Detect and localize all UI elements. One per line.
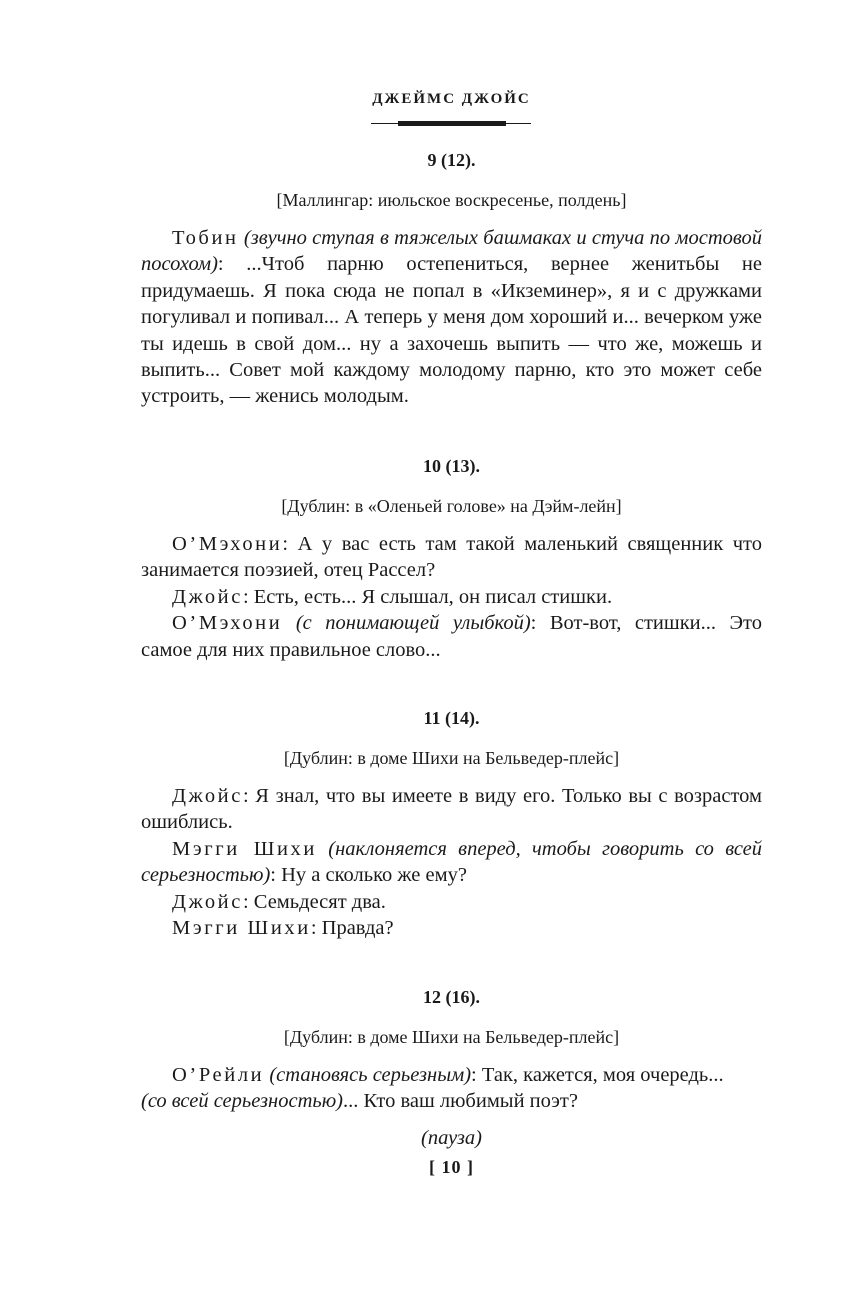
stage-direction: (звучно ступая в тяжелых башмаках и стуча по мостовой посохом): [141, 227, 763, 276]
scene-10: [141, 453, 762, 663]
stage-direction: (со всей серьезностью): [141, 1090, 343, 1113]
scene-setting: [Дублин: в доме Шихи на Бельведер-плейс]: [283, 748, 620, 768]
header-rule-thick: [398, 121, 506, 126]
speaker-name: Мэгги Шихи: [172, 917, 311, 940]
scene-number: 12 (16).: [423, 987, 480, 1007]
scene-dialogue: [141, 225, 762, 410]
speech-text: ... Кто ваш любимый поэт?: [343, 1090, 578, 1113]
stage-pause: (пауза): [421, 1126, 482, 1149]
speech-text: : Я знал, что вы имеете в виду его. Только вы с возрастом ошиблись.: [141, 785, 762, 834]
speaker-name: Тобин: [172, 227, 239, 249]
stage-direction: (наклоняется вперед, чтобы говорить со всей серьезностью): [141, 837, 763, 887]
dialogue-line: [141, 1062, 762, 1115]
scene-dialogue: [141, 783, 762, 941]
speech-text: : Правда?: [310, 917, 394, 940]
scene-12: [141, 984, 762, 1151]
speaker-name: Джойс: [172, 585, 243, 608]
page-number: [ 10 ]: [429, 1157, 474, 1177]
dialogue-line: [141, 531, 762, 584]
speaker-name: О’Мэхони: [172, 533, 283, 555]
stage-direction: (с понимающей улыбкой): [295, 612, 531, 635]
scene-setting: [Дублин: в «Оленьей голове» на Дэйм-лейн]: [281, 496, 622, 516]
speech-text: : Семьдесят два.: [242, 890, 386, 913]
speech-text: : ...Чтоб парню остепениться, вернее женитьбы не придумаешь. Я пока сюда не попал в «Икземинер», я и с дружками погуливал и попивал... А теперь у меня дом хороший и... вечерком уже ты идешь в свой дом... ну а захочешь выпить — что же, можешь и выпить... Совет мой каждому молодому парню, кто это может себе устроить, — женись молодым.: [141, 253, 762, 408]
scene-9: [141, 147, 762, 410]
speech-text: : Есть, есть... Я слышал, он писал стишки.: [242, 585, 613, 608]
speech-text: : Вот-вот, стишки... Это самое для них правильное слово...: [141, 612, 762, 661]
scene-number: 11 (14).: [423, 708, 480, 728]
speech-text: : Ну а сколько же ему?: [270, 864, 467, 887]
running-head: ДЖЕЙМС ДЖОЙС: [372, 91, 531, 107]
dialogue-line: [141, 584, 762, 610]
scene-setting: [Дублин: в доме Шихи на Бельведер-плейс]: [283, 1027, 620, 1047]
dialogue-line: [141, 783, 762, 836]
dialogue-line: [141, 836, 762, 889]
dialogue-line: [141, 915, 762, 941]
speech-text: : А у вас есть там такой маленький священник что занимается поэзией, отец Рассел?: [141, 533, 762, 582]
dialogue-line: [141, 889, 762, 915]
scene-dialogue: [141, 1062, 762, 1115]
speaker-name: Мэгги Шихи: [172, 837, 317, 860]
speaker-name: О’Мэхони: [172, 612, 283, 635]
dialogue-line: [141, 225, 762, 410]
scene-setting: [Маллингар: июльское воскресенье, полдень]: [276, 190, 627, 210]
speaker-name: Джойс: [172, 785, 243, 807]
speaker-name: О’Рейли: [172, 1064, 265, 1086]
speech-text: : Так, кажется, моя очередь...: [471, 1064, 724, 1086]
speaker-name: Джойс: [172, 890, 243, 913]
dialogue-line: [141, 610, 762, 663]
stage-direction: (становясь серьезным): [269, 1064, 472, 1086]
scene-11: [141, 705, 762, 941]
scene-dialogue: [141, 531, 762, 663]
scene-number: 9 (12).: [427, 150, 476, 170]
scene-number: 10 (13).: [423, 456, 480, 476]
